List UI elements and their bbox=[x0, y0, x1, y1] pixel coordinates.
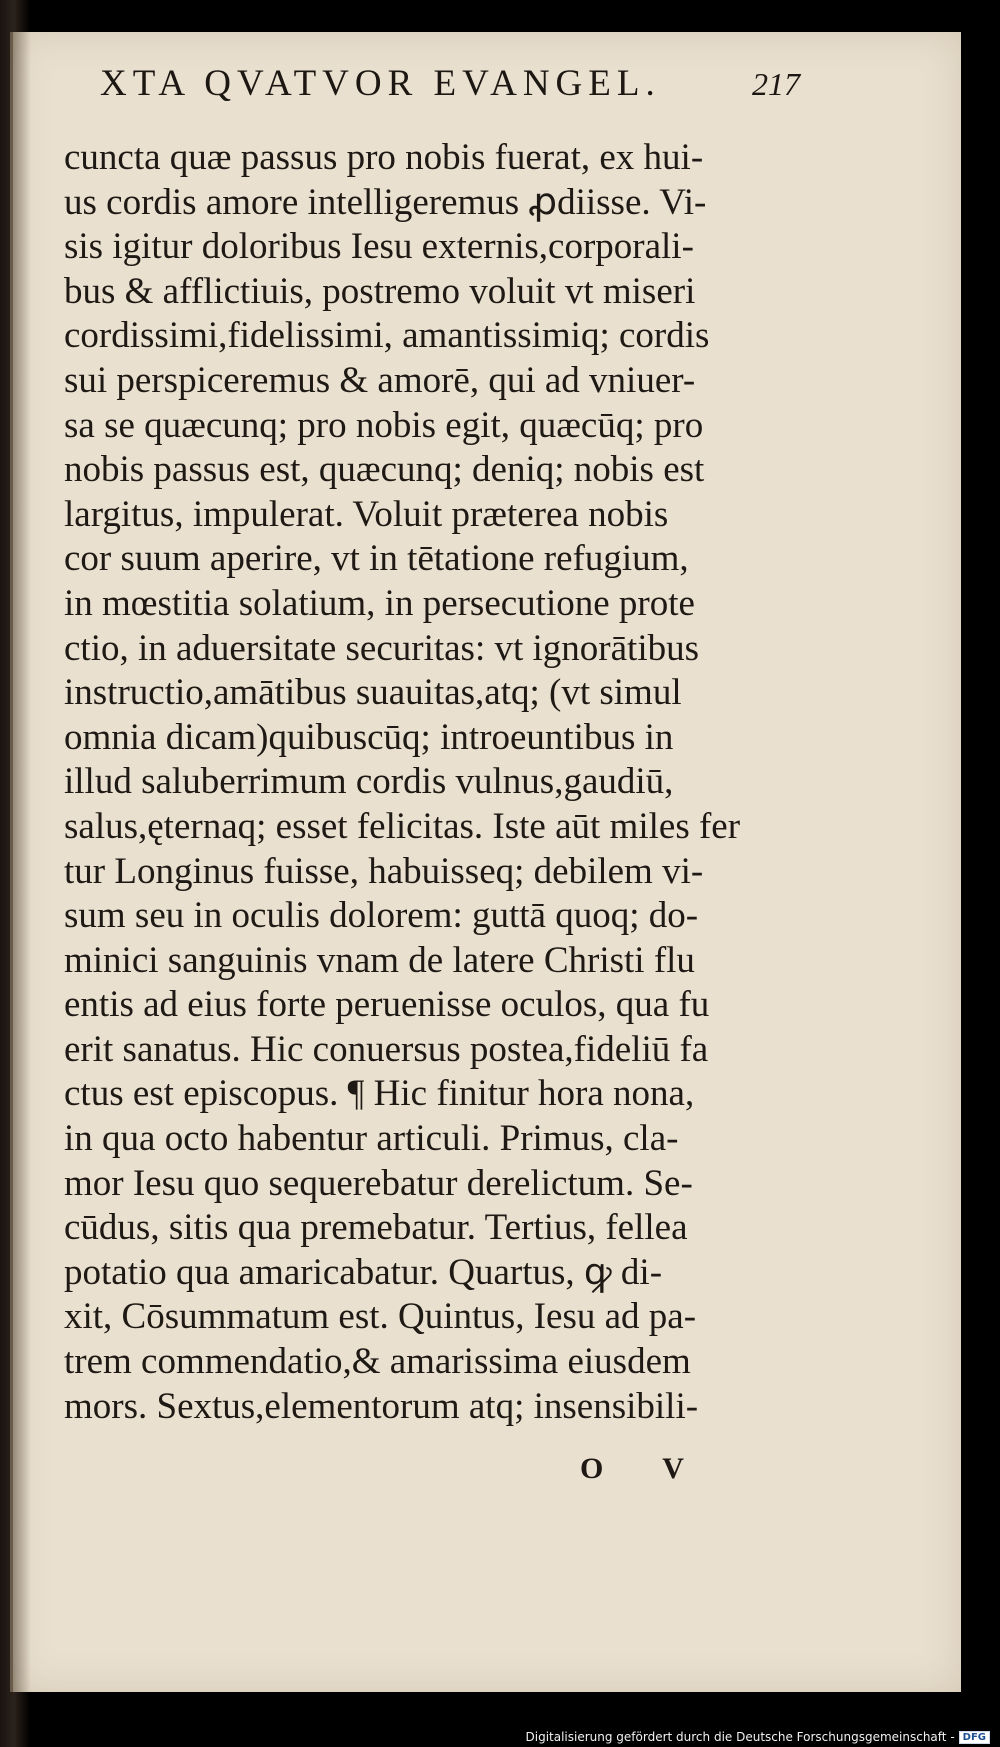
text-line: sui perspiceremus & amorē, qui ad vniuer- bbox=[64, 359, 696, 401]
text-line: minici sanguinis vnam de latere Christi flu bbox=[64, 939, 695, 981]
text-line: cuncta quæ passus pro nobis fuerat, ex hui- bbox=[64, 137, 704, 178]
text-line: mors. Sextus,elementorum atq; insensibili- bbox=[64, 1385, 699, 1427]
dfg-logo-icon: DFG bbox=[959, 1731, 990, 1744]
text-line: cor suum aperire, vt in tētatione refugium, bbox=[64, 538, 689, 580]
signature-mark: O V bbox=[580, 1452, 710, 1485]
text-line: entis ad eius forte peruenisse oculos, qua fu bbox=[64, 984, 710, 1026]
text-line: xit, Cōsummatum est. Quintus, Iesu ad pa- bbox=[64, 1296, 697, 1338]
text-line: in qua octo habentur articuli. Primus, cla- bbox=[64, 1118, 679, 1160]
text-line: omnia dicam)quibuscūq; introeuntibus in bbox=[64, 716, 674, 758]
text-line: sis igitur doloribus Iesu externis,corporali- bbox=[64, 226, 694, 268]
text-line: ctio, in aduersitate securitas: vt ignorātibus bbox=[64, 627, 699, 669]
text-line: us cordis amore intelligeremus ꝓdiisse. Vi- bbox=[64, 181, 707, 223]
text-line: in mœstitia solatium, in persecutione prote bbox=[64, 582, 695, 624]
text-line: instructio,amātibus suauitas,atq; (vt simul bbox=[64, 672, 682, 714]
footer-credit bbox=[526, 1730, 991, 1744]
text-line: sum seu in oculis dolorem: guttā quoq; do- bbox=[64, 895, 699, 937]
text-line: cordissimi,fidelissimi, amantissimiq; cordis bbox=[64, 315, 710, 357]
text-block bbox=[64, 136, 784, 1429]
text-line: tur Longinus fuisse, habuisseq; debilem vi- bbox=[64, 850, 704, 892]
text-line: cūdus, sitis qua premebatur. Tertius, fellea bbox=[64, 1207, 688, 1249]
running-head bbox=[100, 62, 800, 105]
text-line: salus,ęternaq; esset felicitas. Iste aūt miles fer bbox=[64, 805, 741, 847]
text-line: mor Iesu quo sequerebatur derelictum. Se- bbox=[64, 1162, 693, 1204]
folio-number: 217 bbox=[752, 66, 800, 102]
text-line: largitus, impulerat. Voluit præterea nobis bbox=[64, 493, 669, 535]
page-gutter-shadow bbox=[13, 32, 31, 1692]
text-line: bus & afflictiuis, postremo voluit vt miseri bbox=[64, 270, 696, 312]
text-line: trem commendatio,& amarissima eiusdem bbox=[64, 1341, 691, 1383]
credit-text: Digitalisierung gefördert durch die Deutsche Forschungsgemeinschaft - bbox=[525, 1730, 955, 1744]
text-line: ctus est episcopus. ¶ Hic finitur hora nona, bbox=[64, 1073, 695, 1115]
text-line: erit sanatus. Hic conuersus postea,fideliū fa bbox=[64, 1028, 709, 1070]
text-line: sa se quæcunq; pro nobis egit, quæcūq; pro bbox=[64, 404, 704, 446]
text-line: illud saluberrimum cordis vulnus,gaudiū, bbox=[64, 761, 674, 803]
text-line: potatio qua amaricabatur. Quartus, ꝙ di- bbox=[64, 1251, 663, 1293]
text-line: nobis passus est, quæcunq; deniq; nobis est bbox=[64, 449, 705, 491]
running-title: XTA QVATVOR EVANGEL. bbox=[100, 63, 661, 104]
